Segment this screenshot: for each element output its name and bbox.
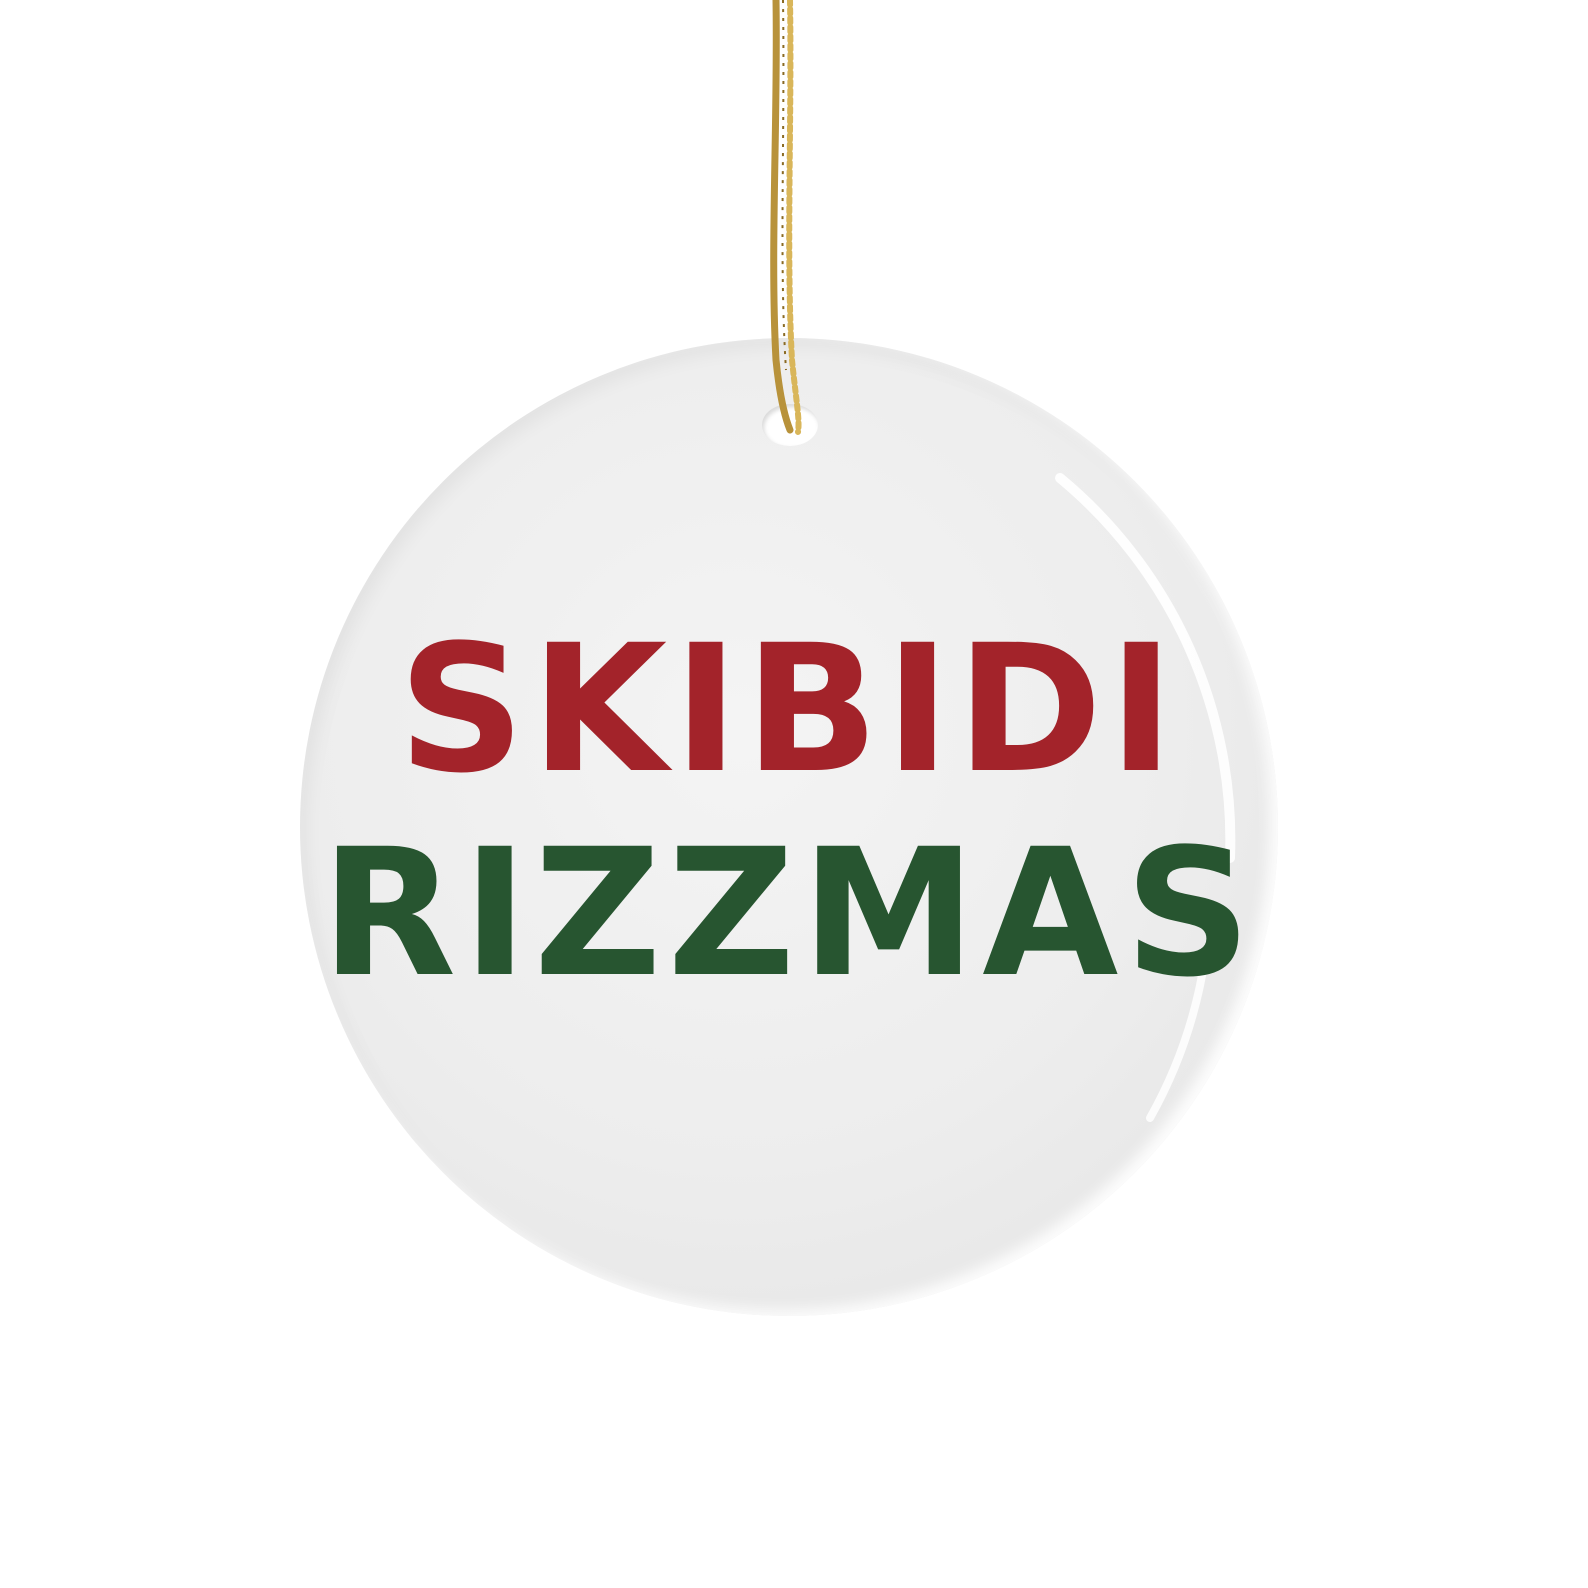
gold-string [0,0,1588,460]
ornament-text-line2: RIZZMAS [320,811,1258,1016]
ornament-text-line1: SKIBIDI [398,607,1180,812]
